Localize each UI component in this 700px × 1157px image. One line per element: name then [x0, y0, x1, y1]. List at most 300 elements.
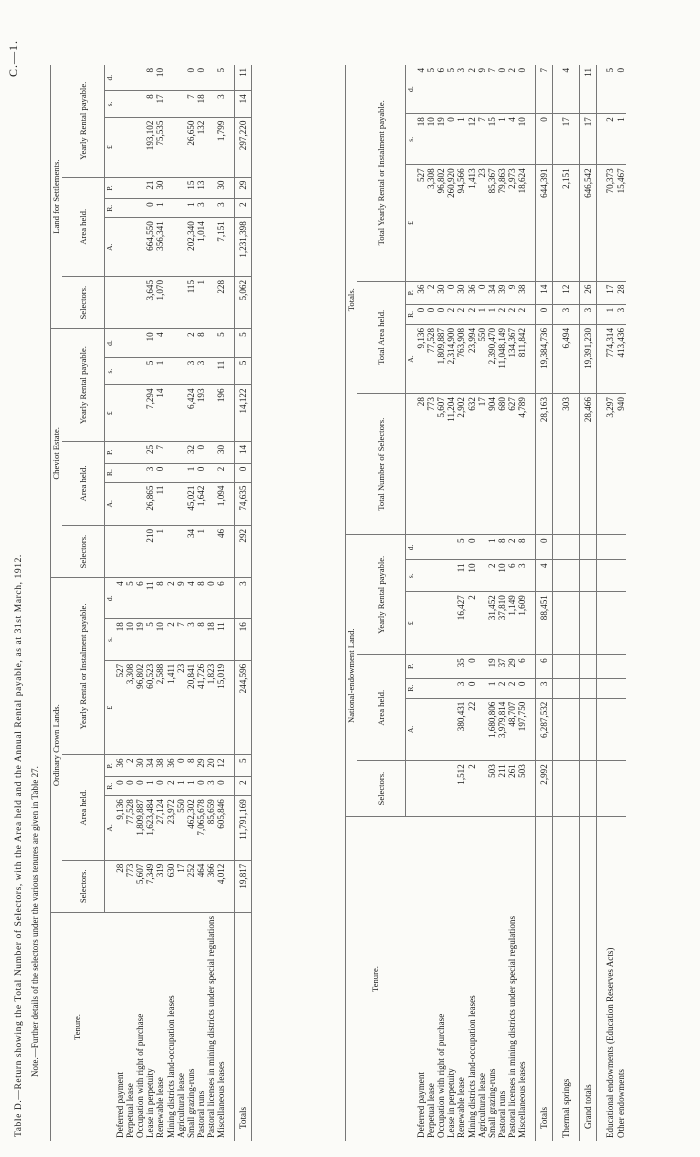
table-cell: [416, 678, 426, 698]
table-cell: [166, 525, 176, 577]
empty-cell: [226, 117, 235, 177]
table-cell: 292: [235, 525, 252, 577]
table-cell: 1,231,398: [235, 218, 252, 277]
table-cell: 0: [206, 578, 216, 619]
tenure-label: Deferred payment: [416, 1072, 427, 1138]
tenure-label: Lease in perpetuity: [446, 1068, 457, 1138]
table-cell: [477, 560, 487, 592]
table-cell: 1: [196, 525, 206, 577]
table-cell: 15: [487, 114, 497, 165]
table-cell: 6,287,532: [536, 698, 553, 761]
table-cell: 774,314: [605, 324, 615, 393]
empty-cell: [553, 114, 562, 165]
table-row: [426, 65, 436, 1141]
table-cell: [176, 329, 186, 357]
table-cell: 37: [497, 655, 507, 678]
empty-cell: [580, 678, 597, 698]
area-header: Area held.: [62, 755, 105, 860]
table-cell: 0: [235, 463, 252, 482]
empty-cell: [527, 535, 536, 560]
table-cell: 462,302: [186, 796, 196, 860]
table-cell: [135, 91, 145, 117]
table-cell: [426, 560, 436, 592]
table-cell: 244,596: [235, 660, 252, 755]
table-cell: 46: [216, 525, 226, 577]
table-cell: 14: [235, 91, 252, 117]
empty-cell: [597, 394, 606, 535]
table-cell: [416, 535, 426, 560]
group-header-national: National-endowment Land.: [346, 535, 358, 817]
table-cell: 4: [561, 65, 571, 114]
table-cell: 7: [155, 441, 165, 463]
table-cell: [115, 482, 125, 525]
table-cell: 17: [477, 394, 487, 535]
tenure-label: Renewable lease: [456, 1077, 467, 1138]
table-cell: 550: [176, 796, 186, 860]
table-cell: 1: [155, 199, 165, 218]
table-cell: [135, 463, 145, 482]
total-selectors-header: Total Number of Selectors.: [357, 394, 406, 535]
table-cell: 23: [477, 165, 487, 281]
table-cell: 29: [235, 177, 252, 199]
table-cell: [176, 199, 186, 218]
table-row: [456, 65, 466, 1141]
empty-cell: [226, 755, 235, 777]
unit-label: s.: [406, 560, 417, 592]
table-cell: [176, 385, 186, 441]
table-cell: 45,021: [186, 482, 196, 525]
table-cell: 31,452: [487, 592, 497, 655]
table-cell: 48,707: [507, 698, 517, 761]
table-cell: 11: [235, 65, 252, 91]
table-cell: 3: [517, 560, 527, 592]
table-cell: 4: [416, 65, 426, 114]
table-cell: [206, 525, 216, 577]
table-cell: 34: [145, 755, 155, 777]
table-cell: [446, 698, 456, 761]
table-cell: 2: [426, 281, 436, 304]
unit-label: d.: [105, 578, 116, 619]
table-cell: 5: [216, 65, 226, 91]
table-cell: [206, 329, 216, 357]
empty-cell: [226, 276, 235, 328]
table-cell: 30: [135, 755, 145, 777]
table-cell: 1: [487, 304, 497, 324]
table-cell: [125, 482, 135, 525]
table-cell: 3,297: [605, 394, 615, 535]
unit-label: A.: [105, 796, 116, 860]
empty-cell: [527, 65, 536, 114]
table-cell: [135, 199, 145, 218]
unit-label: £: [105, 117, 116, 177]
empty-cell: [616, 761, 626, 817]
totals-row: [235, 65, 252, 1141]
grand-totals-row: [580, 65, 597, 1141]
table-cell: 4,012: [216, 860, 226, 912]
table-cell: 22: [467, 698, 477, 761]
empty-cell: [226, 463, 235, 482]
empty-cell: [605, 698, 615, 761]
unit-label: £: [406, 165, 417, 281]
empty-cell: [527, 114, 536, 165]
empty-cell: [580, 535, 597, 560]
table-cell: 0: [416, 304, 426, 324]
table-cell: 14: [235, 441, 252, 463]
table-cell: 5: [145, 619, 155, 661]
unit-label: P.: [105, 177, 116, 199]
table-row: [497, 65, 507, 1141]
table-cell: 11: [456, 560, 466, 592]
table-cell: 10: [155, 619, 165, 661]
table-cell: 2: [166, 619, 176, 661]
table-cell: 11: [216, 357, 226, 385]
unit-label: R.: [406, 304, 417, 324]
table-cell: 1: [196, 276, 206, 328]
table-cell: 2,992: [536, 761, 553, 817]
table-cell: [125, 65, 135, 91]
table-cell: 527: [416, 165, 426, 281]
table-cell: [426, 592, 436, 655]
table-cell: 19: [436, 114, 446, 165]
tenure-header: Tenure.: [51, 913, 105, 1142]
table-cell: 3: [235, 578, 252, 619]
group-header-totals: Totals.: [346, 65, 358, 535]
table-cell: [446, 560, 456, 592]
table-cell: 1,642: [196, 482, 206, 525]
table-cell: 11: [216, 619, 226, 661]
table-cell: 2,151: [561, 165, 571, 281]
unit-label: A.: [105, 482, 116, 525]
table-cell: [416, 560, 426, 592]
empty-cell: [605, 678, 615, 698]
unit-spacer: [105, 525, 116, 577]
tenure-label: Occupation with right of purchase: [135, 1013, 146, 1138]
table-cell: 20: [206, 755, 216, 777]
table-row: [115, 65, 125, 1141]
table-cell: 4: [186, 578, 196, 619]
unit-label: R.: [406, 678, 417, 698]
unit-label: P.: [105, 755, 116, 777]
total-rental-header: Total Yearly Rental or Instalment payable.: [357, 65, 406, 281]
table-cell: 3: [616, 304, 626, 324]
table-cell: 0: [125, 777, 135, 796]
table-cell: [426, 655, 436, 678]
table-cell: 8: [517, 535, 527, 560]
table-cell: 0: [186, 65, 196, 91]
table-cell: [125, 525, 135, 577]
table-cell: 7,065,678: [196, 796, 206, 860]
empty-cell: [553, 560, 562, 592]
table-cell: [125, 199, 135, 218]
table-cell: 1,413: [467, 165, 477, 281]
tenure-label: Occupation with right of purchase: [436, 1013, 447, 1138]
tenure-label: Thermal springs: [561, 1078, 572, 1138]
area-header: Area held.: [62, 177, 105, 276]
table-cell: 2,902: [456, 394, 466, 535]
table-cell: 11,791,169: [235, 796, 252, 860]
tenure-label: Miscellaneous leases: [216, 1061, 227, 1138]
table-cell: 5: [456, 535, 466, 560]
tenure-label: Lease in perpetuity: [145, 1068, 156, 1138]
table-row: [206, 65, 216, 1141]
table-cell: 17: [561, 114, 571, 165]
table-cell: 632: [467, 394, 477, 535]
table-cell: 20,841: [186, 660, 196, 755]
table-cell: [125, 357, 135, 385]
table-cell: 1: [176, 777, 186, 796]
tenure-label: Perpetual lease: [125, 1083, 136, 1138]
table-cell: 28: [416, 394, 426, 535]
empty-cell: [561, 678, 571, 698]
table-cell: 29: [507, 655, 517, 678]
table-cell: 2: [507, 678, 517, 698]
unit-label: A.: [105, 218, 116, 277]
table-cell: 11,048,149: [497, 324, 507, 393]
table-cell: 1: [145, 777, 155, 796]
table-cell: 2: [456, 304, 466, 324]
table-cell: [135, 65, 145, 91]
table-cell: 0: [216, 777, 226, 796]
table-cell: 5,607: [436, 394, 446, 535]
empty-cell: [226, 357, 235, 385]
table-row: [477, 65, 487, 1141]
table-cell: 115: [186, 276, 196, 328]
table-cell: 2: [605, 114, 615, 165]
table-cell: 2: [517, 304, 527, 324]
table-cell: 4: [115, 578, 125, 619]
table-cell: [176, 463, 186, 482]
empty-cell: [553, 281, 562, 304]
empty-cell: [597, 592, 606, 655]
empty-cell: [580, 655, 597, 678]
table-cell: [477, 655, 487, 678]
table-cell: 2: [507, 304, 517, 324]
unit-spacer: [105, 276, 116, 328]
table-cell: 30: [216, 177, 226, 199]
table-cell: 25: [145, 441, 155, 463]
empty-cell: [605, 592, 615, 655]
table-cell: [166, 482, 176, 525]
empty-cell: [226, 578, 235, 619]
table-row: [166, 65, 176, 1141]
table-cell: 35: [456, 655, 466, 678]
selectors-header: Selectors.: [357, 761, 406, 817]
table-cell: 0: [426, 304, 436, 324]
table-cell: 210: [145, 525, 155, 577]
table-cell: 3,308: [426, 165, 436, 281]
table-cell: 3: [216, 91, 226, 117]
table-cell: [115, 441, 125, 463]
table-row: [507, 65, 517, 1141]
rental-header: Yearly Rental payable.: [62, 329, 105, 442]
totals-row: [536, 65, 553, 1141]
group-header-cheviot: Cheviot Estate.: [51, 329, 63, 578]
tenure-label: Grand totals: [580, 817, 597, 1142]
table-cell: 1: [487, 678, 497, 698]
table-cell: 5: [235, 755, 252, 777]
table-cell: 18: [196, 91, 206, 117]
table-cell: [206, 276, 216, 328]
table-cell: 1: [456, 114, 466, 165]
table-cell: 11,204: [446, 394, 456, 535]
summary-table: [345, 65, 626, 1141]
empty-cell: [605, 560, 615, 592]
table-cell: 17: [155, 91, 165, 117]
table-cell: 6: [135, 578, 145, 619]
table-cell: [115, 199, 125, 218]
table-cell: [125, 385, 135, 441]
empty-cell: [571, 65, 580, 114]
empty-cell: [597, 165, 606, 281]
table-cell: [206, 463, 216, 482]
empty-cell: [561, 698, 571, 761]
unit-label: R.: [105, 777, 116, 796]
table-cell: 1: [605, 304, 615, 324]
table-cell: [176, 525, 186, 577]
table-cell: 7: [487, 65, 497, 114]
table-cell: 8: [196, 329, 206, 357]
empty-cell: [571, 304, 580, 324]
tenure-label: Educational endowments (Education Reserves Acts): [605, 947, 616, 1138]
unit-label: s.: [105, 91, 116, 117]
table-cell: 7,294: [145, 385, 155, 441]
table-cell: 27,124: [155, 796, 165, 860]
empty-cell: [527, 560, 536, 592]
table-cell: 12: [216, 755, 226, 777]
table-cell: 2: [497, 678, 507, 698]
table-row: [467, 65, 477, 1141]
empty-cell: [580, 761, 597, 817]
table-cell: 0: [536, 304, 553, 324]
table-cell: [426, 761, 436, 817]
table-cell: [446, 761, 456, 817]
table-row: [446, 65, 456, 1141]
table-cell: [206, 385, 216, 441]
table-cell: [206, 199, 216, 218]
table-cell: 3: [536, 678, 553, 698]
table-cell: 644,391: [536, 165, 553, 281]
unit-label: £: [105, 385, 116, 441]
area-header: Area held.: [62, 441, 105, 525]
table-cell: 7: [536, 65, 553, 114]
total-area-header: Total Area held.: [357, 281, 406, 393]
table-cell: [477, 592, 487, 655]
table-cell: [477, 535, 487, 560]
table-cell: 6: [216, 578, 226, 619]
empty-cell: [553, 817, 562, 1142]
table-cell: 202,340: [186, 218, 196, 277]
table-cell: 3: [216, 199, 226, 218]
empty-cell: [553, 324, 562, 393]
table-cell: 8: [196, 619, 206, 661]
empty-cell: [226, 525, 235, 577]
spacer-row: [597, 65, 606, 1141]
table-cell: 193: [196, 385, 206, 441]
table-cell: 1: [155, 525, 165, 577]
table-cell: 10: [517, 114, 527, 165]
table-cell: [125, 329, 135, 357]
unit-label: A.: [406, 698, 417, 761]
table-cell: [115, 276, 125, 328]
table-cell: 36: [416, 281, 426, 304]
table-cell: 26,650: [186, 117, 196, 177]
table-cell: 260,920: [446, 165, 456, 281]
table-cell: 1,609: [517, 592, 527, 655]
empty-cell: [580, 560, 597, 592]
empty-cell: [527, 817, 536, 1142]
table-cell: [477, 761, 487, 817]
table-row: [135, 65, 145, 1141]
empty-cell: [226, 619, 235, 661]
empty-cell: [553, 592, 562, 655]
table-cell: 1: [477, 304, 487, 324]
table-cell: 1: [616, 114, 626, 165]
table-cell: 0: [196, 463, 206, 482]
empty-cell: [226, 860, 235, 912]
table-row: [186, 65, 196, 1141]
table-cell: [436, 592, 446, 655]
empty-cell: [553, 678, 562, 698]
unit-row: [406, 65, 417, 1141]
selectors-header: Selectors.: [62, 860, 105, 912]
table-cell: 5: [605, 65, 615, 114]
table-cell: 36: [467, 281, 477, 304]
table-cell: 0: [536, 114, 553, 165]
table-cell: [416, 655, 426, 678]
table-cell: [166, 91, 176, 117]
table-cell: 0: [467, 655, 477, 678]
table-cell: 5: [235, 357, 252, 385]
table-cell: [135, 177, 145, 199]
table-cell: [436, 698, 446, 761]
empty-cell: [527, 281, 536, 304]
table-cell: 0: [155, 463, 165, 482]
unit-label: d.: [105, 329, 116, 357]
table-cell: 13: [196, 177, 206, 199]
empty-cell: [597, 281, 606, 304]
table-cell: [446, 678, 456, 698]
table-cell: 75,535: [155, 117, 165, 177]
table-cell: 10: [145, 329, 155, 357]
table-cell: [115, 463, 125, 482]
empty-cell: [527, 655, 536, 678]
table-cell: 1: [186, 777, 196, 796]
table-cell: 94,566: [456, 165, 466, 281]
table-cell: 1,094: [216, 482, 226, 525]
unit-label: d.: [406, 65, 417, 114]
selectors-header: Selectors.: [62, 276, 105, 328]
table-cell: 627: [507, 394, 517, 535]
table-cell: 413,436: [616, 324, 626, 393]
empty-cell: [226, 482, 235, 525]
table-cell: [176, 117, 186, 177]
table-cell: 8: [497, 535, 507, 560]
table-cell: [206, 482, 216, 525]
table-cell: 2: [446, 304, 456, 324]
table-cell: [135, 117, 145, 177]
table-cell: 30: [155, 177, 165, 199]
table-cell: 297,220: [235, 117, 252, 177]
table-cell: 7,151: [216, 218, 226, 277]
table-cell: 6: [517, 655, 527, 678]
empty-cell: [597, 304, 606, 324]
table-cell: 15,019: [216, 660, 226, 755]
table-cell: 0: [477, 281, 487, 304]
table-cell: [135, 276, 145, 328]
table-cell: 5: [125, 578, 135, 619]
table-row: [145, 65, 155, 1141]
table-cell: 9,136: [416, 324, 426, 393]
